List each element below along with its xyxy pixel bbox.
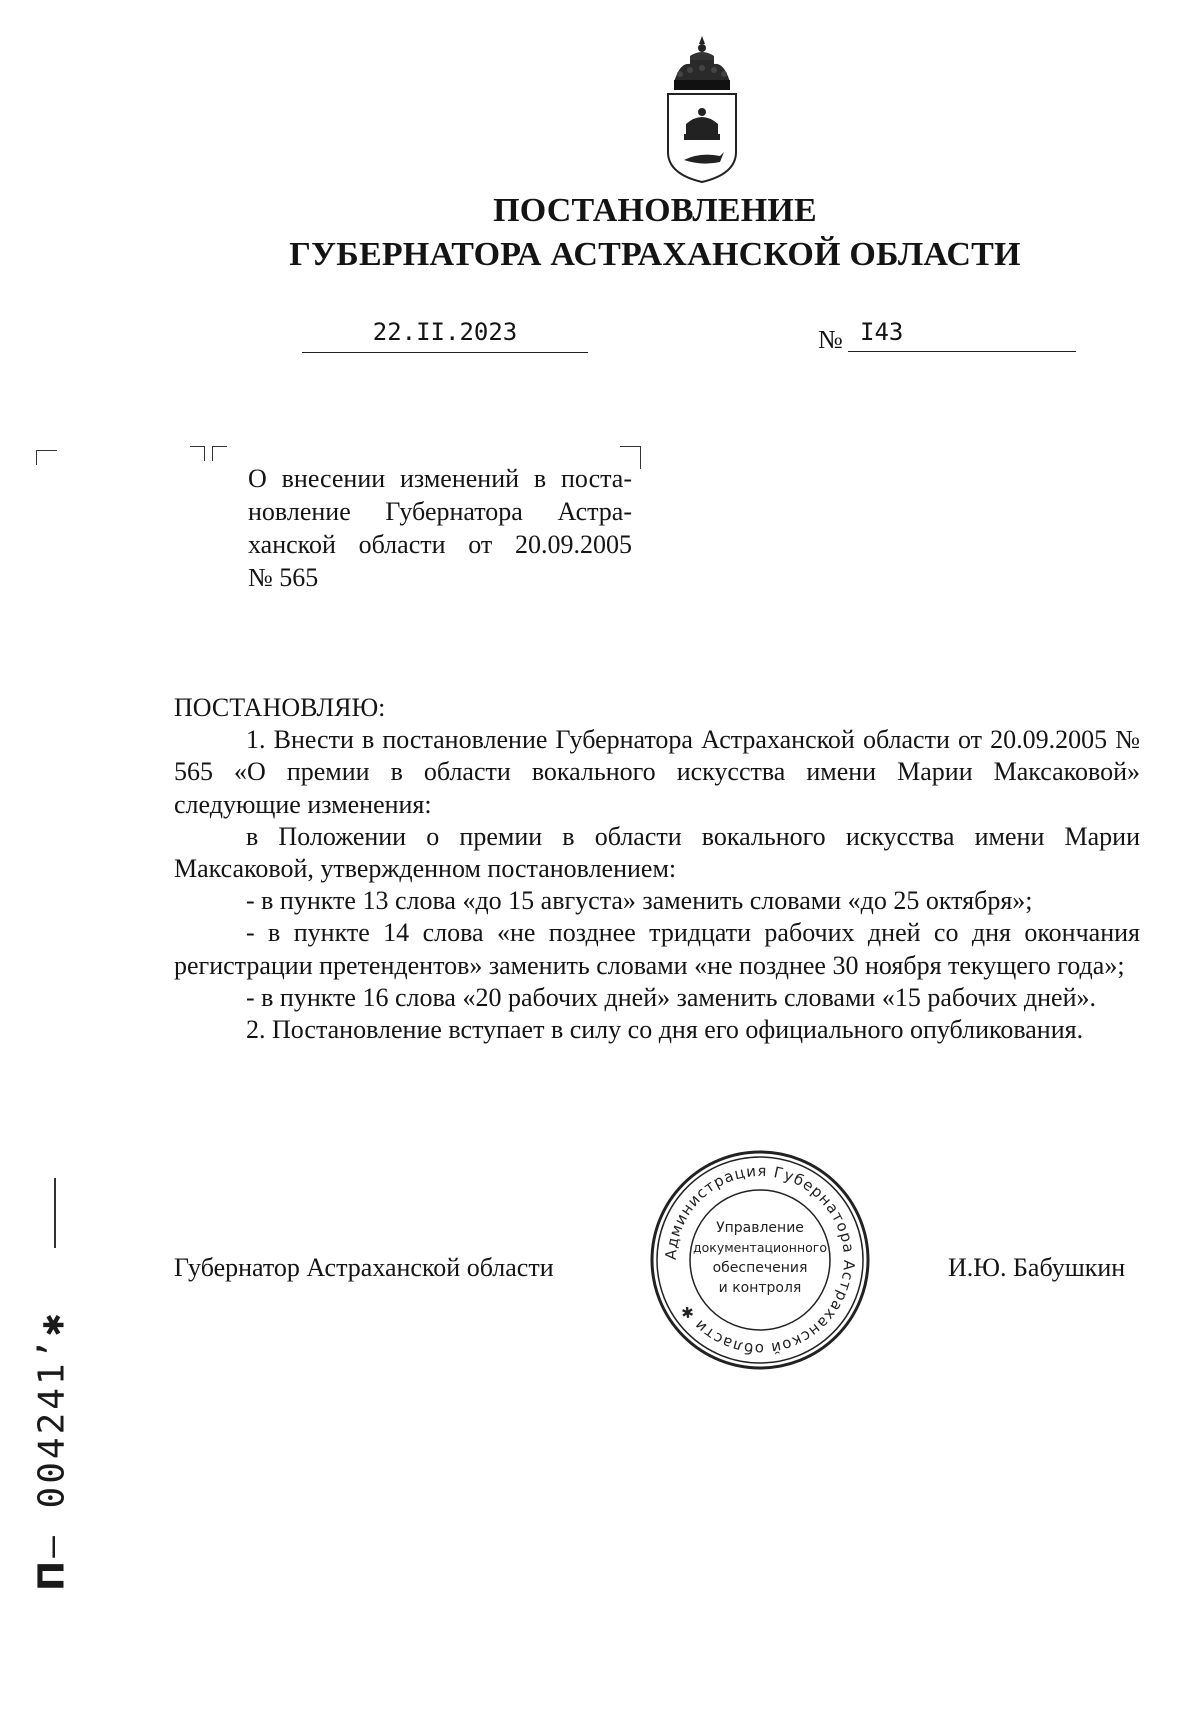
corner-mark (190, 446, 205, 461)
number-sign: № (818, 325, 843, 354)
code-prefix: П (31, 1557, 73, 1591)
paragraph-4: - в пункте 14 слова «не позднее тридцати рабочих дней со дня окончания регистрации претендентов» заменить словами «не позднее 30 ноября текущего года»; (174, 918, 1140, 980)
margin-mark (54, 1178, 56, 1248)
document-issuer: ГУБЕРНАТОРА АСТРАХАНСКОЙ ОБЛАСТИ (289, 236, 1021, 273)
document-title: ПОСТАНОВЛЕНИЕ (493, 192, 817, 229)
stamp-ring-text: Администрация Губернатора Астраханской области ✱ (661, 1161, 859, 1359)
stamp-line: обеспечения (712, 1260, 808, 1276)
decree-heading: ПОСТАНОВЛЯЮ: (174, 693, 386, 722)
document-subject (248, 462, 632, 594)
document-number: I43 (848, 312, 1076, 352)
corner-mark (212, 446, 227, 461)
paragraph-1: 1. Внести в постановление Губернатора Астраханской области от 20.09.2005 № 565 «О премии в области вокального искусства имени Марии Максаковой» следующие изменения: (174, 725, 1140, 819)
document-body (174, 692, 1140, 1046)
code-number: – 004241’✱ (31, 1311, 73, 1558)
coat-of-arms-icon (660, 34, 744, 184)
paragraph-5: - в пункте 16 слова «20 рабочих дней» заменить словами «15 рабочих дней». (246, 982, 1097, 1012)
official-stamp (648, 1148, 872, 1372)
subject-line: О внесении изменений в поста- (248, 464, 632, 493)
corner-mark (36, 450, 57, 465)
stamp-line: документационного (693, 1240, 827, 1255)
signatory-position: Губернатор Астраханской области (174, 1253, 554, 1282)
paragraph-2: в Положении о премии в области вокального искусства имени Марии Максаковой, утвержденном постановлением: (174, 821, 1140, 884)
subject-line: № 565 (248, 563, 319, 592)
paragraph-6: 2. Постановление вступает в силу со дня его официального опубликования. (246, 1015, 1084, 1045)
stamp-line: и контроля (718, 1280, 802, 1296)
signatory-name: И.Ю. Бабушкин (948, 1253, 1126, 1282)
subject-line: ханской области от 20.09.2005 (248, 530, 632, 559)
stamp-line: Управление (716, 1220, 804, 1236)
paragraph-3: - в пункте 13 слова «до 15 августа» заменить словами «до 25 октября»; (246, 886, 1033, 916)
document-date: 22.II.2023 (302, 312, 588, 353)
registration-code (20, 1311, 84, 1591)
subject-line: новление Губернатора Астра- (248, 497, 632, 526)
